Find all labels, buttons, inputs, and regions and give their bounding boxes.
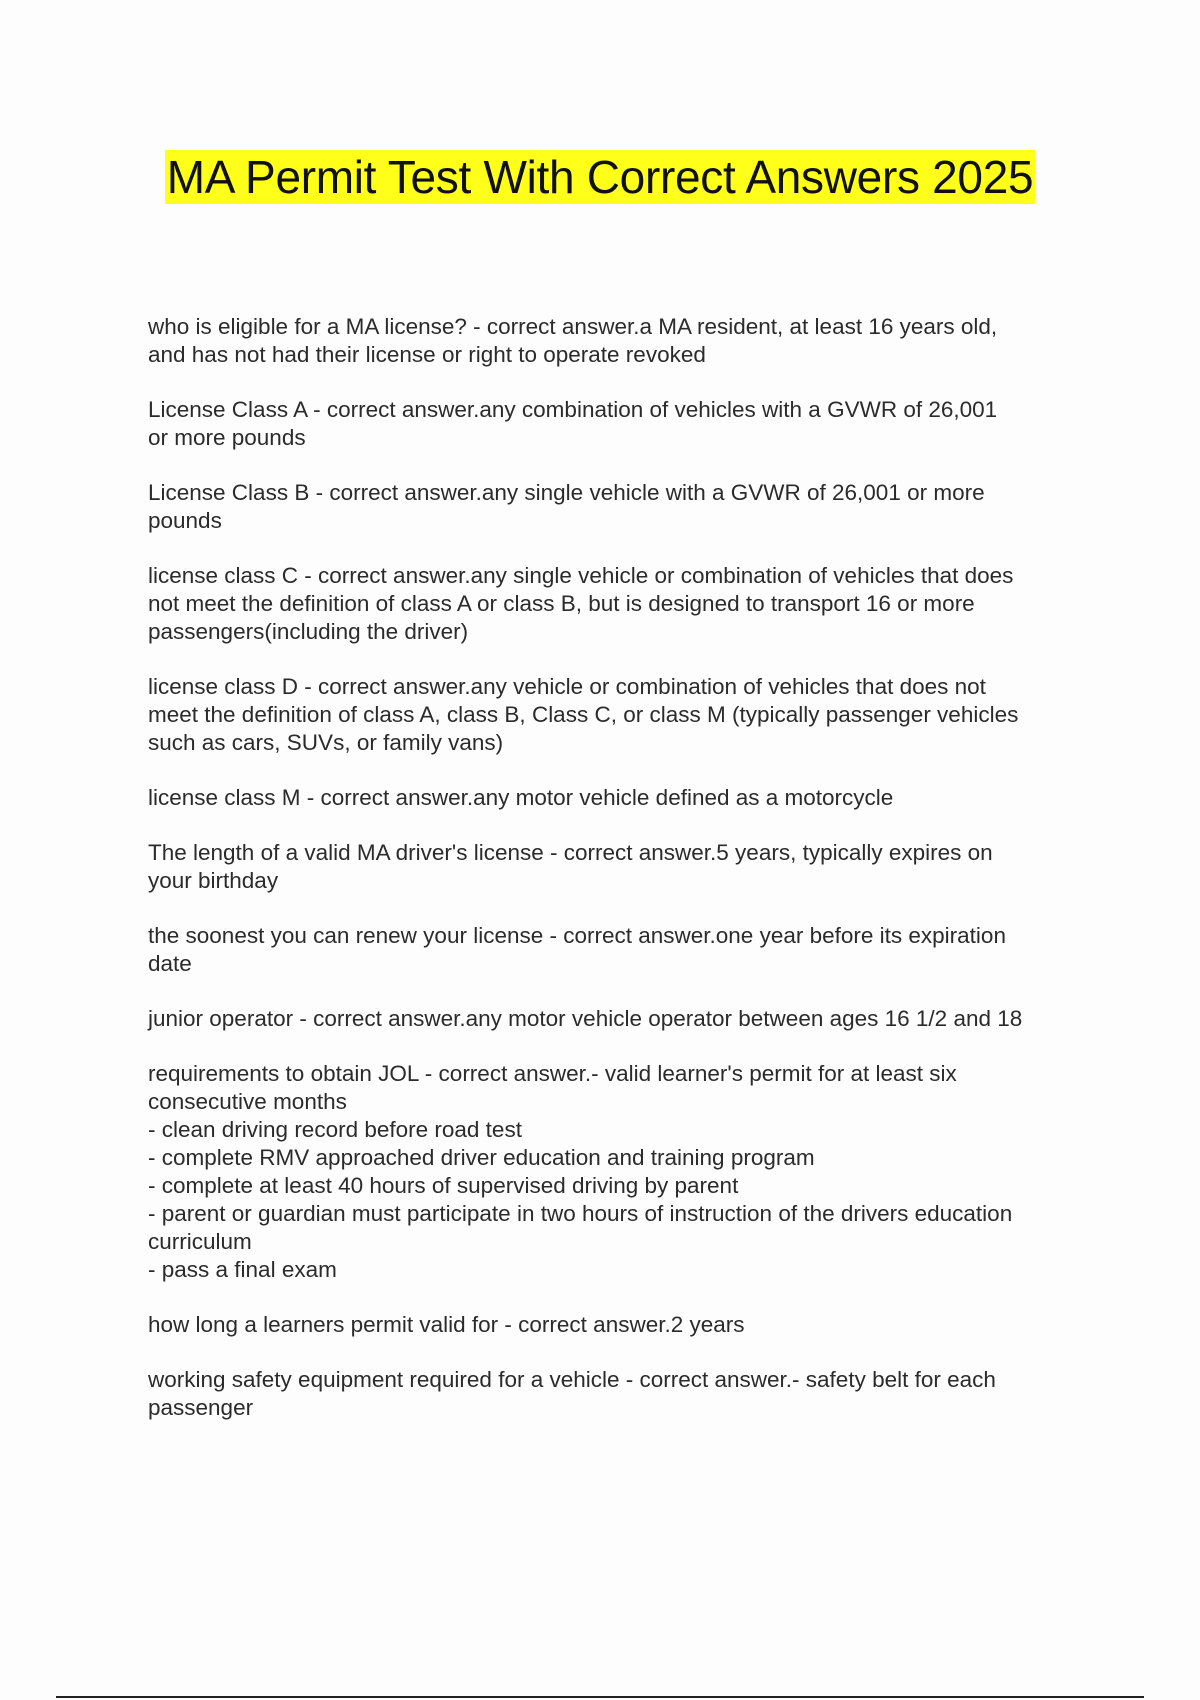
qa-entry-eligibility: who is eligible for a MA license? - correct answer.a MA resident, at least 16 years old, and has not had their license or right to operate revoked (148, 314, 998, 367)
qa-list (148, 313, 1088, 1449)
qa-entry-safety-equipment: working safety equipment required for a vehicle - correct answer.- safety belt for each passenger (148, 1367, 996, 1420)
title-container (0, 150, 1200, 204)
qa-entry-class-a: License Class A - correct answer.any combination of vehicles with a GVWR of 26,001 or more pounds (148, 397, 998, 450)
page-bottom-divider (56, 1696, 1144, 1698)
qa-entry-junior-operator: junior operator - correct answer.any motor vehicle operator between ages 16 1/2 and 18 (148, 1006, 1023, 1031)
qa-entry-permit-validity: how long a learners permit valid for - correct answer.2 years (148, 1312, 745, 1337)
qa-entry-renewal: the soonest you can renew your license - correct answer.one year before its expiration date (148, 923, 1006, 976)
qa-entry-class-d: license class D - correct answer.any vehicle or combination of vehicles that does not meet the definition of class A, class B, Class C, or class M (typically passenger vehicles such as cars, SUVs, or family vans) (148, 674, 1019, 755)
qa-entry-license-length: The length of a valid MA driver's license - correct answer.5 years, typically expires on your birthday (148, 840, 993, 893)
page-title: MA Permit Test With Correct Answers 2025 (166, 151, 1034, 203)
qa-entry-class-m: license class M - correct answer.any motor vehicle defined as a motorcycle (148, 785, 894, 810)
qa-entry-jol-requirements: requirements to obtain JOL - correct answer.- valid learner's permit for at least six consecutive months - clean driving record before road test - complete RMV approached driver education and training program - complete at least 40 hours of supervised driving by parent - parent or guardian must participate in two hours of instruction of the drivers education curriculum - pass a final exam (148, 1061, 1013, 1282)
qa-entry-class-b: License Class B - correct answer.any single vehicle with a GVWR of 26,001 or more pounds (148, 480, 985, 533)
qa-entry-class-c: license class C - correct answer.any single vehicle or combination of vehicles that does not meet the definition of class A or class B, but is designed to transport 16 or more passengers(including the driver) (148, 563, 1014, 644)
